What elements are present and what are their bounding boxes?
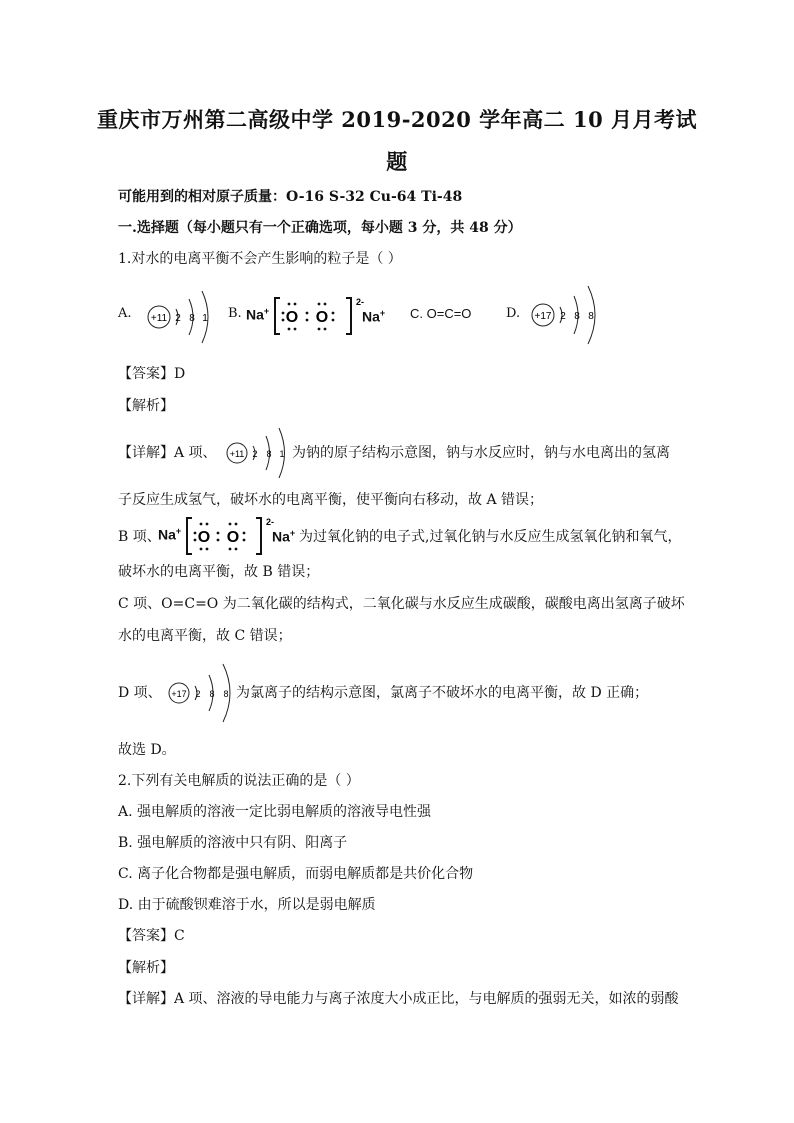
cl-shell-detail-3: 8	[223, 689, 229, 699]
question-2-stem: 2.下列有关电解质的说法正确的是（ ）	[118, 773, 360, 789]
na-symbol-detail-2: Na	[272, 528, 290, 545]
na-charge-2: +	[379, 308, 386, 318]
option-c: C. O=C=O	[410, 306, 472, 321]
na-shell-detail-2: 8	[266, 449, 272, 459]
question-2-option-c: C. 离子化合物都是强电解质，而弱电解质都是共价化合物	[118, 866, 474, 882]
detail-c-line1: C 项、O=C=O 为二氧化碳的结构式，二氧化碳与水反应生成碳酸，碳酸电离出氢离子破坏	[118, 596, 685, 612]
cl-nucleus-text: +17	[534, 311, 552, 322]
detail-b-text: 为过氧化钠的电子式,过氧化钠与水反应生成氢氧化钠和氧气，	[299, 529, 682, 545]
question-1-conclusion: 故选 D。	[118, 742, 176, 758]
question-2-detail: 【详解】A 项、溶液的导电能力与离子浓度大小成正比，与电解质的强弱无关，如浓的弱酸	[118, 991, 679, 1007]
detail-a-prefix: 【详解】A 项、	[118, 445, 217, 461]
peroxide-charge-detail: 2-	[266, 517, 274, 527]
na-charge: +	[263, 306, 270, 316]
cl-nucleus-text-detail: +17	[171, 689, 187, 699]
detail-d-text: 为氯离子的结构示意图，氯离子不破坏水的电离平衡，故 D 正确；	[236, 685, 649, 701]
sodium-atom-diagram-a	[144, 288, 214, 346]
oxygen-detail-2: O	[226, 529, 240, 546]
cl-shell-3: 8	[588, 311, 594, 322]
peroxide-charge: 2-	[356, 297, 364, 307]
chloride-ion-diagram-d	[528, 284, 602, 346]
sodium-atom-diagram-detail	[222, 426, 292, 480]
na-symbol-detail: Na	[158, 526, 176, 543]
chloride-ion-diagram-detail	[164, 662, 238, 724]
detail-d-prefix: D 项、	[118, 685, 162, 701]
cl-shell-1: 2	[560, 311, 566, 322]
question-1-answer: 【答案】D	[118, 366, 186, 382]
na-symbol-2: Na	[362, 308, 380, 325]
option-a-label: A.	[118, 306, 132, 321]
atomic-mass-note: 可能用到的相对原子质量：O-16 S-32 Cu-64 Ti-48	[118, 189, 463, 205]
detail-c-line2: 水的电离平衡，故 C 错误；	[118, 628, 292, 644]
cl-shell-detail-1: 2	[195, 689, 201, 699]
na-shell-2: 8	[189, 313, 195, 324]
cl-shell-detail-2: 8	[209, 689, 215, 699]
na-nucleus-text-detail: +11	[229, 449, 245, 459]
question-2-answer: 【答案】C	[118, 928, 185, 944]
oxygen-detail-1: O	[197, 529, 211, 546]
na-shell-3: 1	[202, 313, 208, 324]
oxygen-2: O	[315, 309, 329, 326]
na-charge-detail-2: +	[289, 528, 296, 538]
detail-a-text: 为钠的原子结构示意图，钠与水反应时，钠与水电离出的氢离	[292, 445, 670, 461]
question-2-option-d: D. 由于硫酸钡难溶于水，所以是弱电解质	[118, 897, 376, 913]
na-nucleus-text: +11	[150, 313, 168, 324]
document-title-line2: 题	[386, 149, 408, 174]
detail-b-prefix: B 项、	[118, 529, 161, 545]
question-1-stem: 1.对水的电离平衡不会产生影响的粒子是（ ）	[118, 251, 402, 267]
option-b-label: B.	[228, 306, 242, 321]
na-symbol: Na	[246, 306, 264, 323]
option-d-label: D.	[506, 306, 521, 321]
cl-shell-2: 8	[574, 311, 580, 322]
na-charge-detail: +	[175, 526, 182, 536]
na-shell-detail-3: 1	[279, 449, 285, 459]
section-heading: 一.选择题（每小题只有一个正确选项，每小题 3 分，共 48 分）	[118, 220, 522, 236]
peroxide-bracket	[274, 296, 364, 336]
na-shell-detail-1: 2	[252, 449, 258, 459]
detail-b-line2: 破坏水的电离平衡，故 B 错误；	[118, 564, 320, 580]
sodium-peroxide-electron-formula-b	[246, 296, 396, 336]
peroxide-bracket-detail	[186, 516, 274, 556]
sodium-peroxide-electron-formula-detail	[158, 516, 298, 556]
question-2-option-a: A. 强电解质的溶液一定比弱电解质的溶液导电性强	[118, 804, 432, 820]
document-title-line1: 重庆市万州第二高级中学 2019-2020 学年高二 10 月月考试	[96, 107, 698, 132]
oxygen-1: O	[285, 309, 299, 326]
na-shell-1: 2	[175, 313, 181, 324]
question-1-analysis-heading: 【解析】	[118, 398, 174, 414]
question-2-analysis-heading: 【解析】	[118, 960, 174, 976]
detail-a-line2: 子反应生成氢气，破坏水的电离平衡，使平衡向右移动，故 A 错误；	[118, 492, 544, 508]
question-2-option-b: B. 强电解质的溶液中只有阴、阳离子	[118, 835, 348, 851]
